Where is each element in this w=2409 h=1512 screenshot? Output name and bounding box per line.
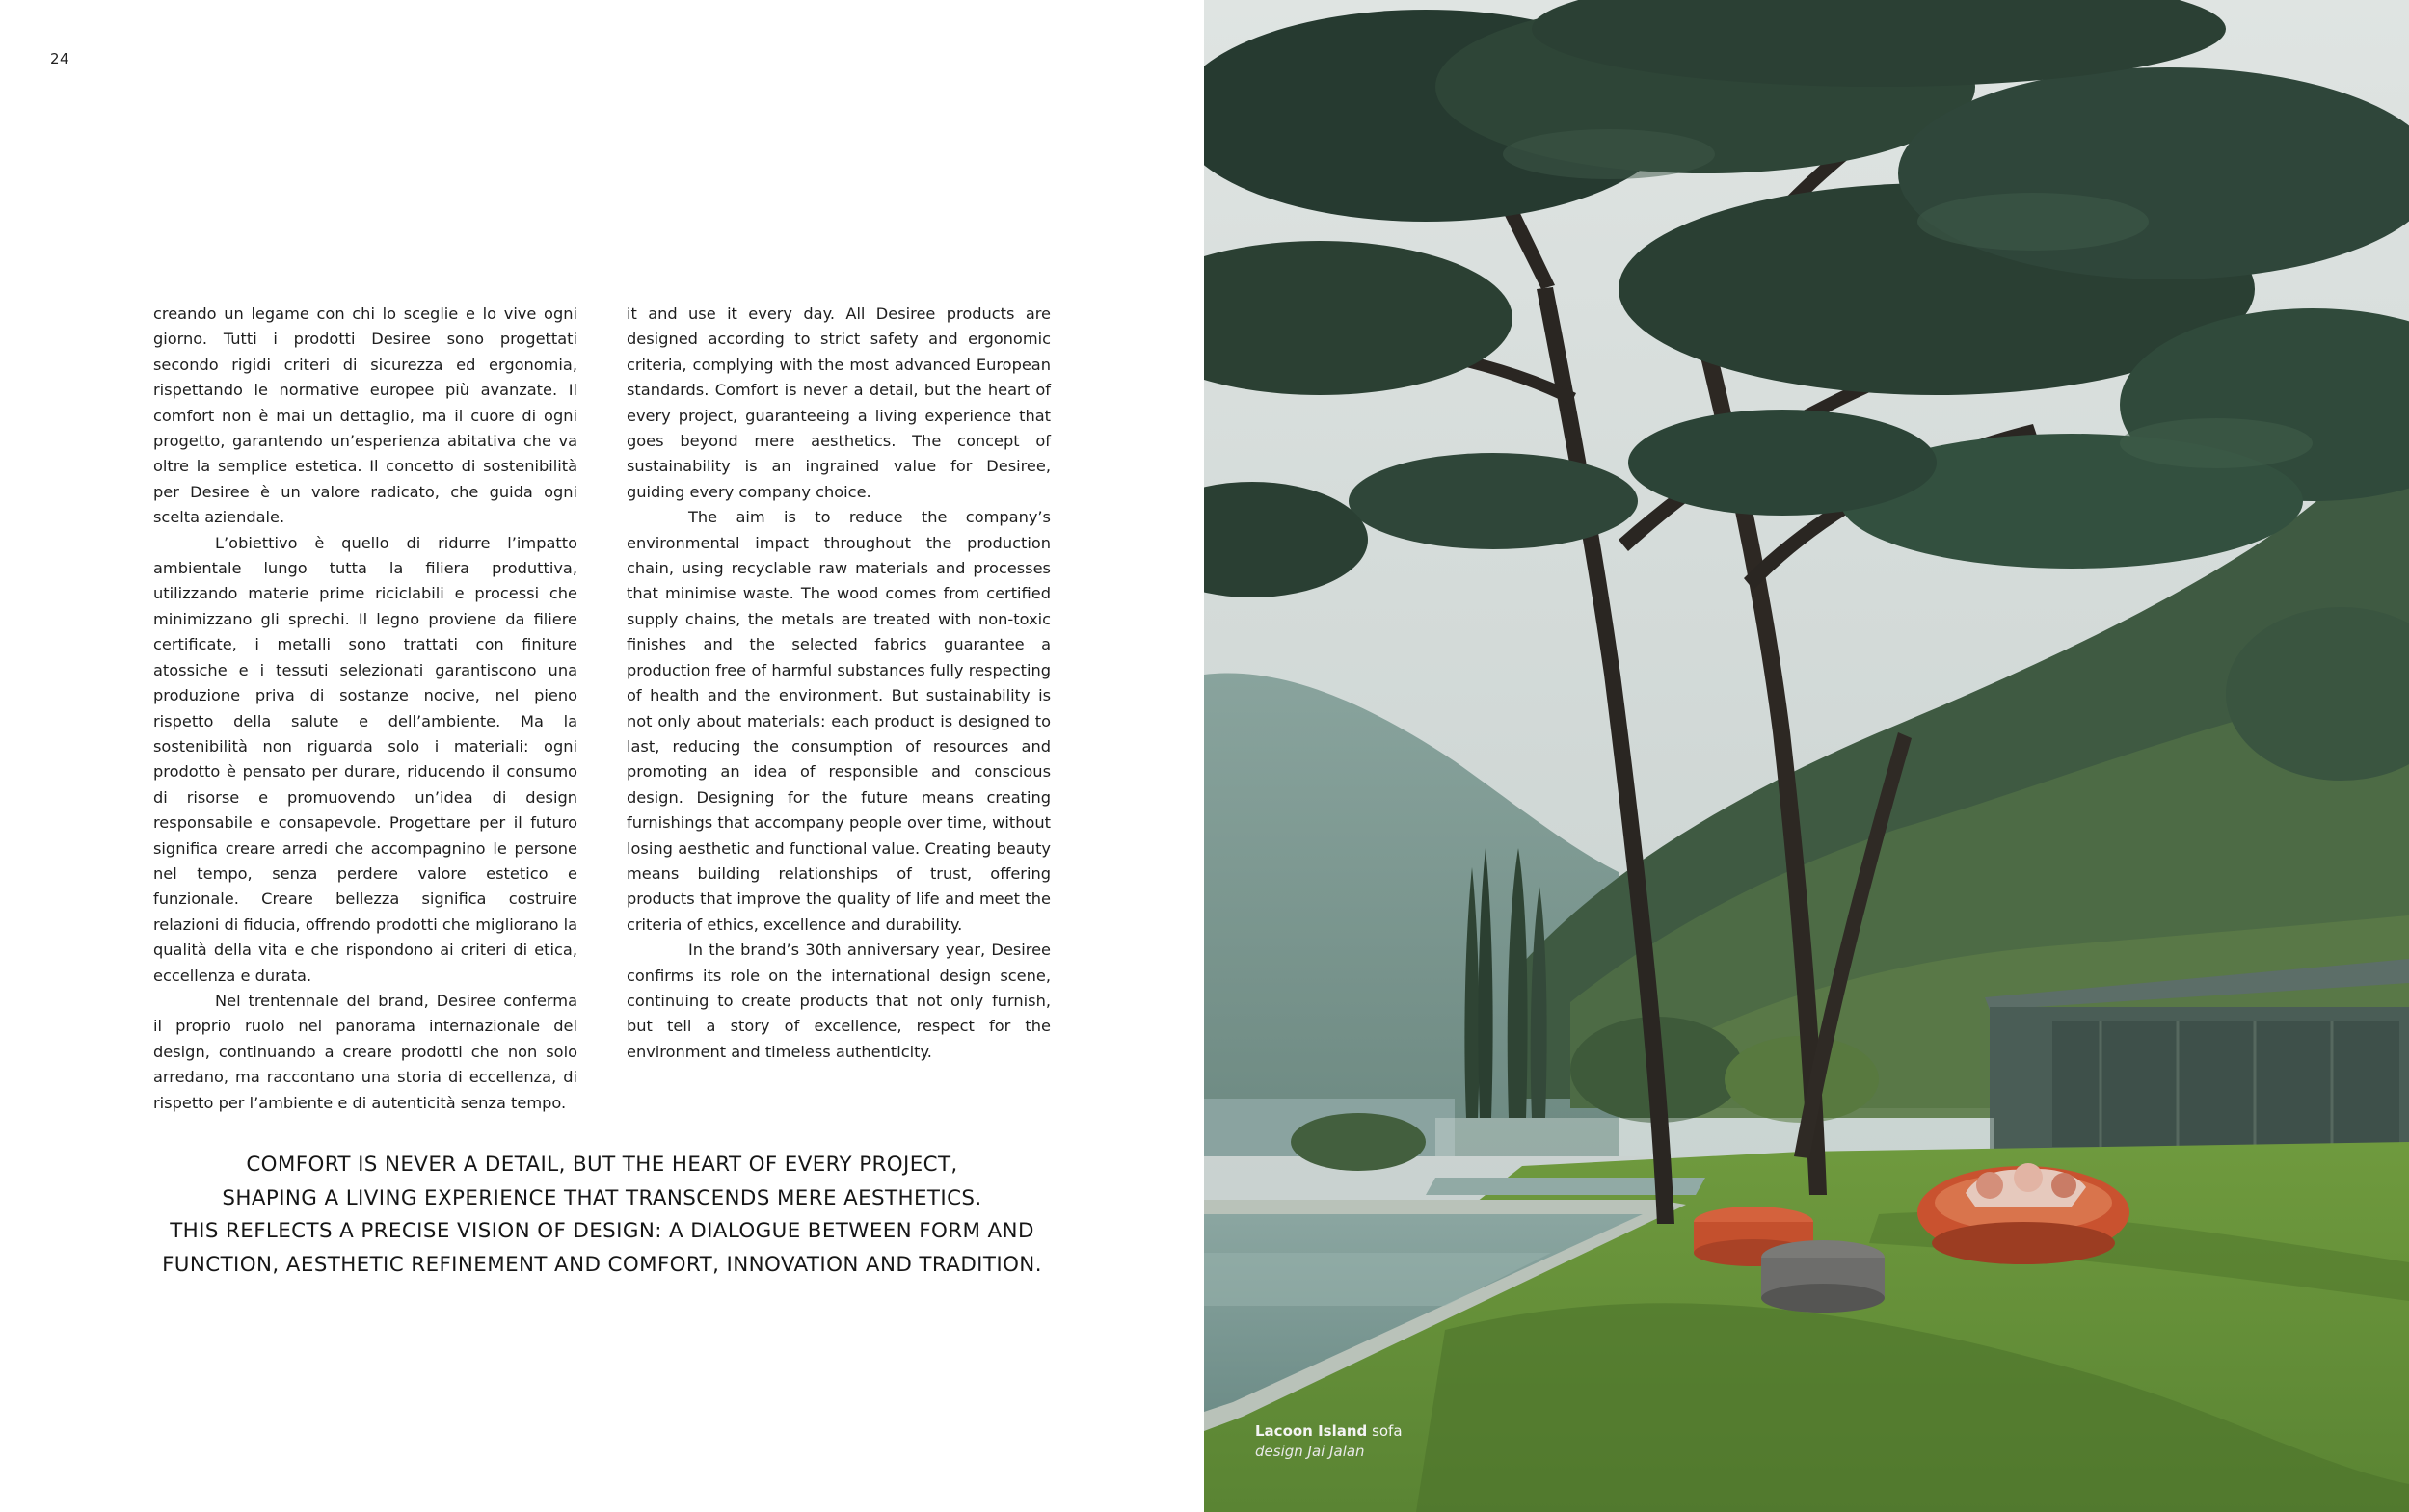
caption-product-name: Lacoon Island [1255,1422,1368,1440]
left-page [0,0,1204,1512]
english-paragraph-1: it and use it every day. All Desiree products are designed according to strict safety and ergonomic criteria, complying with the most advanced European standards. Comfort is never a detail, but the heart of every project, guaranteeing a living experience that goes beyond mere aesthetics. The concept of sustainability is an ingrained value for Desiree, guiding every company choice. [627,305,1051,501]
italian-text-column [153,302,577,1116]
photo-caption [1255,1421,1403,1462]
english-paragraph-2: The aim is to reduce the company’s environmental impact throughout the production chain, using recyclable raw materials and processes that minimise waste. The wood comes from certified supply chains, the metals are treated with non-toxic finishes and the selected fabrics guarantee a production free of harmful substances fully respecting of health and the environment. But sustainability is not only about materials: each product is designed to last, reducing the consumption of resources and promoting an idea of responsible and conscious design. Designing for the future means creating furnishings that accompany people over time, without losing aesthetic and functional value. Creating beauty means building relationships of trust, offering products that improve the quality of life and meet the criteria of ethics, excellence and durability. [627,508,1051,934]
pull-quote [116,1149,1088,1282]
right-page [1204,0,2409,1512]
english-paragraph-3: In the brand’s 30th anniversary year, Desiree confirms its role on the international design scene, continuing to create products that not only furnish, but tell a story of excellence, respect for the environment and timeless authenticity. [627,941,1051,1061]
page-number: 24 [50,50,70,67]
caption-product-type: sofa [1372,1422,1403,1440]
italian-paragraph-2: L’obiettivo è quello di ridurre l’impatto ambientale lungo tutta la filiera produttiva, utilizzando materie prime riciclabili e processi che minimizzano gli sprechi. Il legno proviene da filiere certificate, i metalli sono trattati con finiture atossiche e i tessuti selezionati garantiscono una produzione priva di sostanze nocive, nel pieno rispetto della salute e dell’ambiente. Ma la sostenibilità non riguarda solo i materiali: ogni prodotto è pensato per durare, riducendo il consumo di risorse e promuovendo un’idea di design responsabile e consapevole. Progettare per il futuro significa creare arredi che accompagnino le persone nel tempo, senza perdere valore estetico e funzionale. Creare bellezza significa costruire relazioni di fiducia, offrendo prodotti che migliorano la qualità della vita e che rispondono ai criteri di etica, eccellenza e durata. [153,533,577,985]
pull-quote-line-3: THIS REFLECTS A PRECISE VISION OF DESIGN: A DIALOGUE BETWEEN FORM AND [170,1219,1034,1243]
italian-paragraph-3: Nel trentennale del brand, Desiree conferma il proprio ruolo nel panorama internazionale del design, continuando a creare prodotti che non solo arredano, ma raccontano una storia di eccellenza, di rispetto per l’ambiente e di autenticità senza tempo. [153,991,577,1112]
english-text-column [627,302,1051,1065]
caption-designer: design Jai Jalan [1255,1443,1365,1460]
pull-quote-line-4: FUNCTION, AESTHETIC REFINEMENT AND COMFORT, INNOVATION AND TRADITION. [162,1252,1042,1277]
italian-paragraph-1: creando un legame con chi lo sceglie e lo vive ogni giorno. Tutti i prodotti Desiree sono progettati secondo rigidi criteri di sicurezza ed ergonomia, rispettando le normative europee più avanzate. Il comfort non è mai un dettaglio, ma il cuore di ogni progetto, garantendo un’esperienza abitativa che va oltre la semplice estetica. Il concetto di sostenibilità per Desiree è un valore radicato, che guida ogni scelta aziendale. [153,305,577,527]
photo-landscape-icon [1204,0,2409,1512]
caption-product-line [1255,1421,1403,1442]
pull-quote-line-1: COMFORT IS NEVER A DETAIL, BUT THE HEART OF EVERY PROJECT, [246,1153,958,1177]
pull-quote-line-2: SHAPING A LIVING EXPERIENCE THAT TRANSCENDS MERE AESTHETICS. [222,1185,982,1210]
